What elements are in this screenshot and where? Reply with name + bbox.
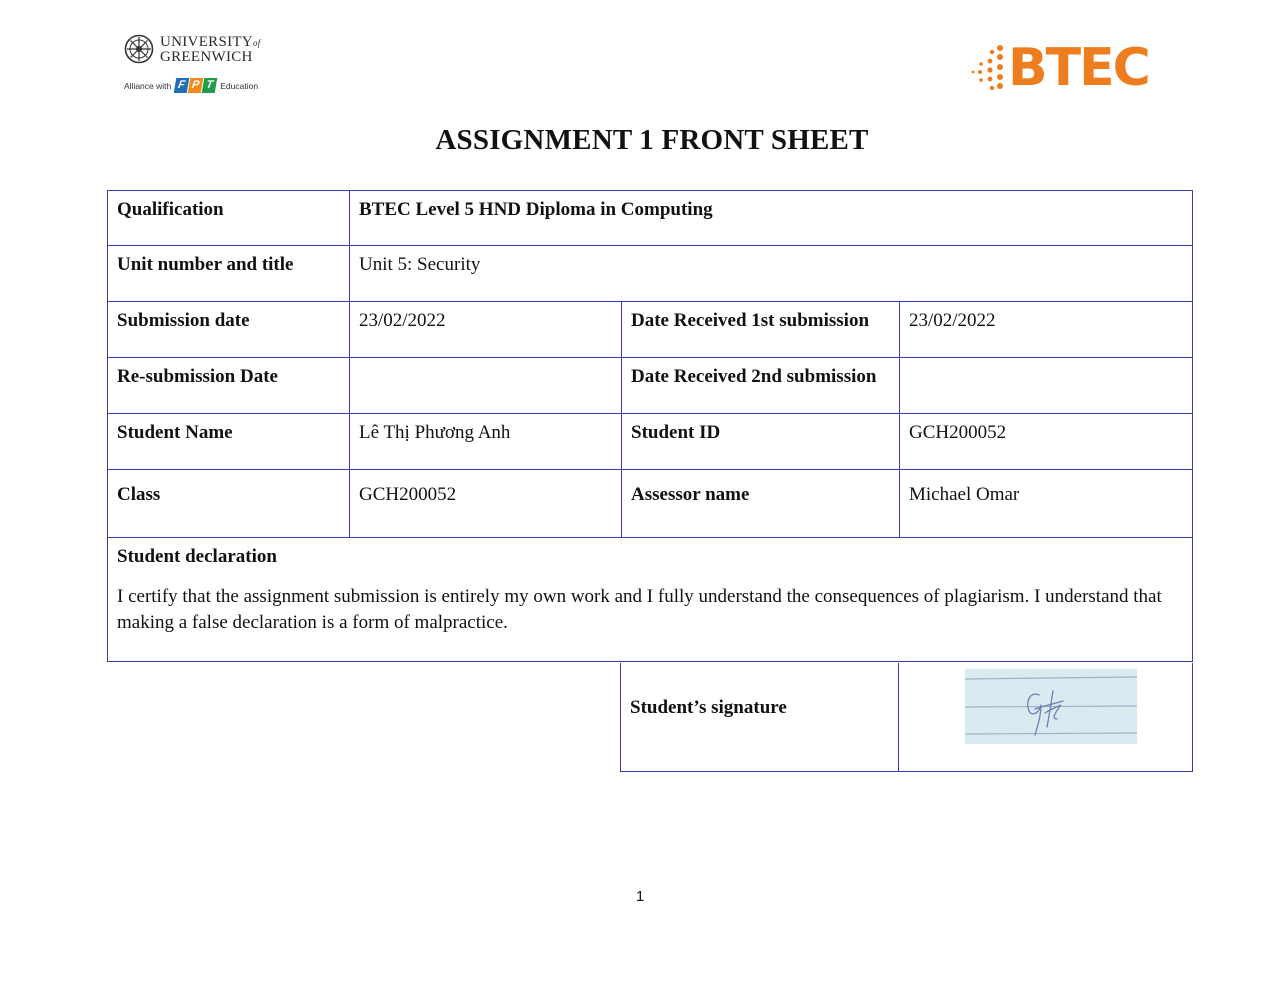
student-id-value: GCH200052 [899, 414, 1192, 469]
received-1st-value: 23/02/2022 [899, 302, 1192, 357]
alliance-text: Alliance with [124, 80, 172, 91]
front-sheet-table [107, 190, 1193, 662]
university-seal-icon [124, 34, 154, 64]
qualification-label: Qualification [117, 199, 224, 220]
fpt-alliance-line [124, 78, 264, 93]
received-1st-label: Date Received 1st submission [621, 302, 899, 357]
class-value: GCH200052 [349, 470, 621, 537]
qualification-value: BTEC Level 5 HND Diploma in Computing [349, 191, 1192, 245]
page-title: ASSIGNMENT 1 FRONT SHEET [435, 124, 869, 156]
unit-label: Unit number and title [117, 254, 294, 275]
student-name-value: Lê Thị Phương Anh [349, 414, 621, 469]
student-id-label: Student ID [621, 414, 899, 469]
btec-wordmark: BTEC [1008, 38, 1149, 98]
received-2nd-label: Date Received 2nd submission [621, 358, 899, 413]
fpt-logo: F P T [175, 78, 216, 93]
declaration-text: I certify that the assignment submission is entirely my own work and I fully understand the consequences of plagiarism. I understand that making a false declaration is a form of malpractice. [117, 586, 1162, 633]
submission-date-value: 23/02/2022 [349, 302, 621, 357]
submission-date-label: Submission date [117, 310, 250, 331]
assessor-value: Michael Omar [899, 470, 1192, 537]
table-row-unit [107, 246, 1193, 302]
assessor-label: Assessor name [621, 470, 899, 537]
resubmission-value [349, 358, 621, 413]
btec-logo [970, 36, 1170, 100]
table-row-qualification [107, 190, 1193, 246]
education-text: Education [220, 80, 259, 91]
class-label: Class [117, 484, 161, 505]
declaration-heading: Student declaration [117, 546, 277, 567]
signature-row [620, 663, 1193, 772]
unit-value: Unit 5: Security [349, 246, 1192, 301]
student-name-label: Student Name [117, 422, 233, 443]
page-number: 1 [635, 888, 645, 905]
resubmission-label: Re-submission Date [117, 366, 278, 387]
signature-cell [899, 663, 1192, 771]
table-row-student [107, 414, 1193, 470]
table-row-class [107, 470, 1193, 538]
signature-image [965, 669, 1137, 744]
university-of-greenwich-logo [124, 34, 264, 106]
received-2nd-value [899, 358, 1192, 413]
table-row-submission [107, 302, 1193, 358]
university-name: UNIVERSITYof GREENWICH [160, 33, 261, 65]
table-row-resubmission [107, 358, 1193, 414]
signature-label: Student’s signature [621, 663, 899, 771]
student-declaration [107, 538, 1193, 662]
btec-dots-icon [970, 40, 1008, 96]
